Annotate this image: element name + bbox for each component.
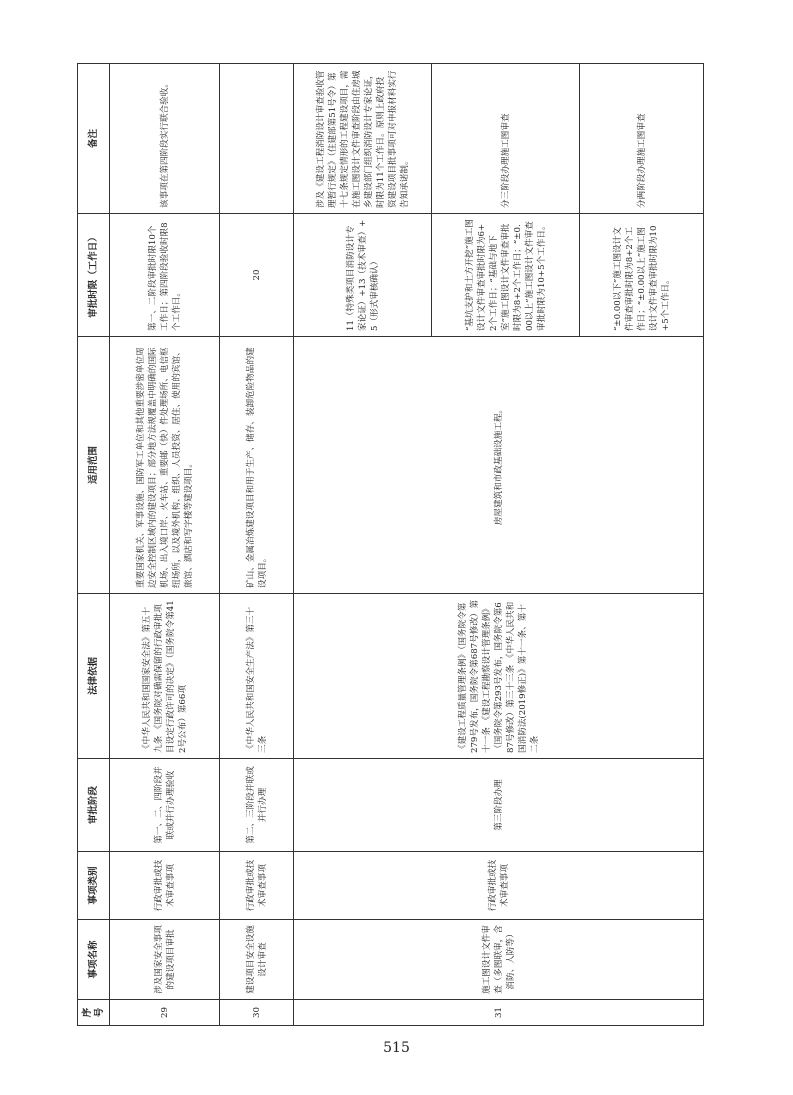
cell-time: 第一、二阶段审批时限10个工作日；第四阶段验收时限8个工作日。 bbox=[110, 214, 220, 337]
cell-note-a: 涉及《建设工程消防设计审查验收管理暂行规定》（住建部第51号令）第十七条规定情形的工程建设项目，需在施工图设计文件审查阶段由住房城乡建设部门组织消防设计专家论证，时限为11个工作日。原则上政府投资建设项目批事项可对申报材料实行告知承诺制。 bbox=[294, 64, 432, 214]
cell-scope: 矿山、金属冶炼建设项目和用于生产、储存、装卸危险物品的建设项目。 bbox=[220, 337, 294, 594]
approval-items-table bbox=[77, 63, 704, 1026]
cell-name: 施工图设计文件审查（多图联审，含消防、人防等） bbox=[294, 920, 704, 1000]
page-number: 515 bbox=[383, 1040, 410, 1056]
cell-stage: 第三阶段办理 bbox=[294, 759, 704, 852]
header-time: 审批时限（工作日） bbox=[78, 214, 110, 337]
cell-stage: 第二、三阶段并联或并行办理 bbox=[220, 759, 294, 852]
cell-note-b: 分三阶段办理施工图审查 bbox=[432, 64, 580, 214]
cell-scope: 房屋建筑和市政基础设施工程。 bbox=[294, 337, 704, 594]
cell-name: 涉及国家安全事项的建设项目审批 bbox=[110, 920, 220, 1000]
cell-note: 该事项在第四阶段实行联合验收。 bbox=[110, 64, 220, 214]
header-note: 备注 bbox=[78, 64, 110, 214]
cell-basis: 《中华人民共和国安全生产法》第三十三条 bbox=[220, 594, 294, 759]
cell-stage: 第一、二、四阶段并联或并行办理验收 bbox=[110, 759, 220, 852]
cell-type: 行政审批或技术审查事项 bbox=[110, 852, 220, 920]
cell-time-b: “基坑支护和土方开挖”施工图设计文件审查审批时限为6+2个工作日；“基础与地下室”施工图设计文件审查审批时限为8+2个工作日；“±0.00以上”施工图设计文件审查审批时限为10+5个工作日。 bbox=[432, 214, 580, 337]
header-basis: 法律依据 bbox=[78, 594, 110, 759]
header-name: 事项名称 bbox=[78, 920, 110, 1000]
table-row-31a bbox=[294, 64, 432, 1026]
cell-scope: 重要国家机关、军事设施、国防军工单位和其他重要涉密单位周边安全控制区域内的建设项目；部分地方法规覆盖中明确的国际机场、出入境口岸、火车站、重要邮（快）件处理场所、电信枢纽场所，以及境外机构、组织、人员投资、居住、使用的宾馆、旅馆、酒店和写字楼等建设项目。 bbox=[110, 337, 220, 594]
header-type: 事项类别 bbox=[78, 852, 110, 920]
cell-type: 行政审批或技术审查事项 bbox=[294, 852, 704, 920]
cell-basis: 《中华人民共和国国家安全法》第五十九条 《国务院对确需保留的行政审批项目设定行政许可的决定》（国务院令第412号公布）第66项 bbox=[110, 594, 220, 759]
header-no: 序号 bbox=[78, 1000, 110, 1026]
cell-type: 行政审批或技术审查事项 bbox=[220, 852, 294, 920]
cell-note-c: 分两阶段办理施工图审查 bbox=[580, 64, 704, 214]
cell-no: 29 bbox=[110, 1000, 220, 1026]
cell-no: 30 bbox=[220, 1000, 294, 1026]
cell-time-a: 11（特殊类项目消防设计专家论证）+13（技术审查）+5（形式审核确认） bbox=[294, 214, 432, 337]
cell-time: 20 bbox=[220, 214, 294, 337]
header-scope: 适用范围 bbox=[78, 337, 110, 594]
cell-no: 31 bbox=[294, 1000, 704, 1026]
cell-name: 建设项目安全设施设计审查 bbox=[220, 920, 294, 1000]
table-row-30 bbox=[220, 64, 294, 1026]
table-row-29 bbox=[110, 64, 220, 1026]
cell-time-c: “±0.00以下”施工图设计文件审查审批时限为8+2个工作日；“±0.00以上”施工图设计文件审查审批时限为10+5个工作日。 bbox=[580, 214, 704, 337]
header-stage: 审批阶段 bbox=[78, 759, 110, 852]
cell-basis: 《建设工程质量管理条例》（国务院令第279号发布，国务院令第687号修改）第十一条 《建设工程勘察设计管理条例》（国务院令第293号发布，国务院令第687号修改）第三十三条 《中华人民共和国消防法(2019修正)》第十一条、第十二条 bbox=[294, 594, 704, 759]
header-row bbox=[78, 64, 110, 1026]
rotated-table-wrapper bbox=[77, 64, 703, 1026]
cell-note bbox=[220, 64, 294, 214]
